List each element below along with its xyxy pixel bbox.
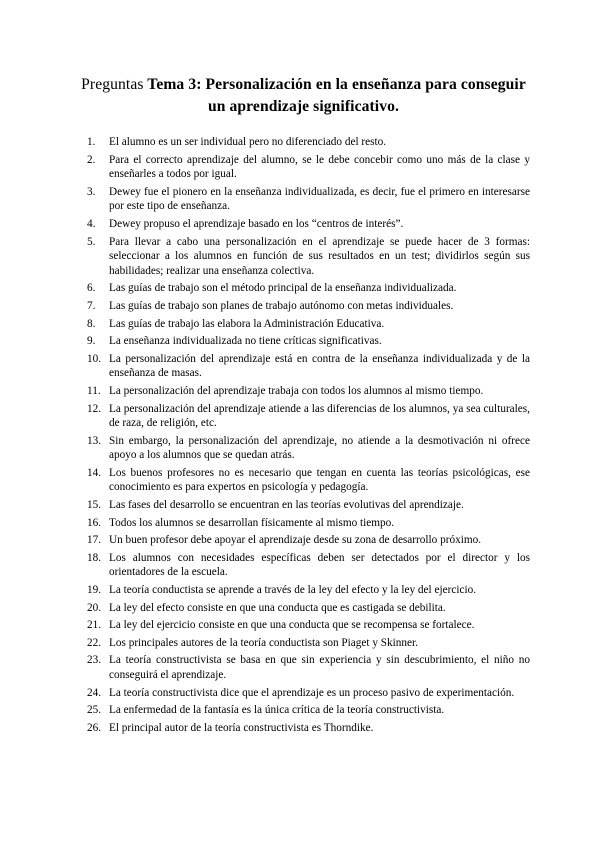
title-prefix: Preguntas — [81, 76, 144, 93]
question-number: 6. — [87, 282, 96, 295]
question-item — [87, 686, 530, 701]
question-text: El principal autor de la teoría constructivista es Thorndike. — [109, 721, 374, 734]
question-number: 11. — [87, 384, 101, 397]
question-text: Todos los alumnos se desarrollan físicamente al mismo tiempo. — [109, 516, 395, 529]
question-text: Las guías de trabajo las elabora la Administración Educativa. — [109, 317, 385, 330]
question-number: 7. — [87, 299, 96, 312]
question-text: La personalización del aprendizaje está en contra de la enseñanza individualizada y de la enseñanza de masas. — [109, 352, 530, 380]
question-item — [87, 235, 530, 279]
question-number: 16. — [87, 516, 102, 529]
question-number: 13. — [87, 434, 102, 447]
question-text: Los principales autores de la teoría conductista son Piaget y Skinner. — [109, 636, 418, 649]
question-number: 3. — [87, 185, 96, 198]
question-number: 4. — [87, 217, 96, 230]
question-item — [87, 618, 530, 633]
question-item — [87, 352, 530, 381]
question-item — [87, 533, 530, 548]
question-number: 8. — [87, 317, 96, 330]
question-item — [87, 334, 530, 349]
question-text: Dewey propuso el aprendizaje basado en los “centros de interés”. — [109, 217, 404, 230]
question-text: Los buenos profesores no es necesario que tengan en cuenta las teorías psicológicas, ese conocimiento es para expertos en psicología y pedagogía. — [109, 466, 530, 494]
title-topic: Tema 3: Personalización en la enseñanza para conseguir un aprendizaje significativo. — [147, 76, 526, 115]
question-item — [87, 434, 530, 463]
question-text: El alumno es un ser individual pero no diferenciado del resto. — [109, 136, 387, 148]
question-item — [87, 498, 530, 513]
question-number: 24. — [87, 686, 102, 699]
question-item — [87, 583, 530, 598]
question-text: Sin embargo, la personalización del aprendizaje, no atiende a la desmotivación ni ofrece apoyo a los alumnos que se quedan atrás. — [109, 434, 530, 462]
question-number: 20. — [87, 601, 102, 614]
question-number: 14. — [87, 466, 102, 479]
question-item — [87, 317, 530, 332]
question-list — [87, 135, 530, 735]
question-number: 21. — [87, 619, 102, 632]
question-text: La enfermedad de la fantasía es la única crítica de la teoría constructivista. — [109, 704, 445, 717]
question-number: 23. — [87, 654, 102, 667]
question-item — [87, 653, 530, 682]
question-number: 10. — [87, 352, 102, 365]
question-text: Las guías de trabajo son planes de trabajo autónomo con metas individuales. — [109, 299, 454, 312]
question-number: 22. — [87, 636, 102, 649]
question-number: 19. — [87, 584, 102, 597]
question-text: Para el correcto aprendizaje del alumno, se le debe concebir como uno más de la clase y enseñarles a todos por igual. — [109, 153, 530, 181]
question-item — [87, 281, 530, 296]
question-item — [87, 299, 530, 314]
question-number: 25. — [87, 704, 102, 717]
question-item — [87, 466, 530, 495]
question-text: La personalización del aprendizaje atiende a las diferencias de los alumnos, ya sea culturales, de raza, de religión, etc. — [109, 402, 530, 430]
question-item — [87, 384, 530, 399]
question-text: Dewey fue el pionero en la enseñanza individualizada, es decir, fue el primero en interesarse por este tipo de enseñanza. — [109, 185, 530, 213]
question-number: 9. — [87, 335, 96, 348]
question-text: Un buen profesor debe apoyar el aprendizaje desde su zona de desarrollo próximo. — [109, 534, 482, 547]
question-item — [87, 636, 530, 651]
question-number: 18. — [87, 551, 102, 564]
question-item — [87, 135, 530, 150]
question-text: La ley del efecto consiste en que una conducta que es castigada se debilita. — [109, 601, 446, 614]
question-item — [87, 185, 530, 214]
question-number: 17. — [87, 534, 102, 547]
question-number: 12. — [87, 402, 102, 415]
question-item — [87, 551, 530, 580]
question-number: 5. — [87, 235, 96, 248]
question-text: Los alumnos con necesidades específicas deben ser detectados por el director y los orientadores de la escuela. — [109, 551, 530, 579]
question-text: Para llevar a cabo una personalización en el aprendizaje se puede hacer de 3 formas: seleccionar a los alumnos en función de sus resultados en un test; dividirlos según sus habilidades; realizar una enseñanza colectiva. — [109, 235, 530, 277]
question-text: Las fases del desarrollo se encuentran en las teorías evolutivas del aprendizaje. — [109, 499, 464, 512]
question-number: 15. — [87, 499, 102, 512]
question-text: La teoría constructivista dice que el aprendizaje es un proceso pasivo de experimentación. — [109, 686, 515, 699]
question-item — [87, 516, 530, 531]
question-text: La teoría conductista se aprende a través de la ley del efecto y la ley del ejercicio. — [109, 584, 477, 597]
question-number: 2. — [87, 153, 96, 166]
question-text: La personalización del aprendizaje trabaja con todos los alumnos al mismo tiempo. — [109, 384, 484, 397]
question-number: 1. — [87, 136, 96, 148]
question-item — [87, 703, 530, 718]
question-item — [87, 153, 530, 182]
question-item — [87, 721, 530, 736]
question-text: La teoría constructivista se basa en que sin experiencia y sin descubrimiento, el niño no conseguirá el aprendizaje. — [109, 654, 530, 681]
question-item — [87, 402, 530, 431]
page-title — [77, 74, 530, 118]
question-item — [87, 601, 530, 616]
question-text: Las guías de trabajo son el método principal de la enseñanza individualizada. — [109, 282, 457, 295]
question-item — [87, 217, 530, 232]
question-number: 26. — [87, 721, 102, 734]
question-text: La enseñanza individualizada no tiene críticas significativas. — [109, 335, 382, 348]
question-text: La ley del ejercicio consiste en que una conducta que se recompensa se fortalece. — [109, 619, 475, 632]
